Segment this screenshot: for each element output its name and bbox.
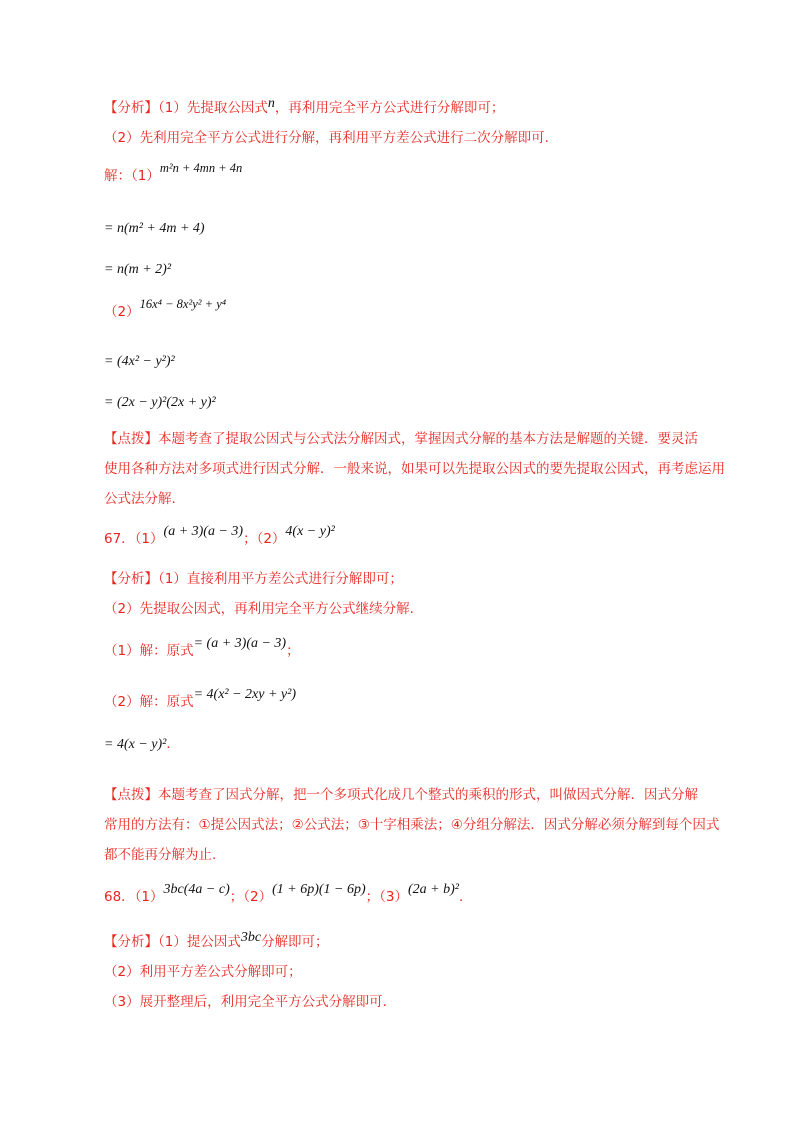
solution-67-2-step: = 4(x − y)²． — [104, 736, 180, 752]
math-step: = n(m + 2)² — [104, 262, 172, 277]
math-expression: = 4(x² − 2xy + y²) — [193, 687, 297, 702]
analysis-67-line2: （2）先提取公因式，再利用完全平方公式继续分解. — [104, 601, 414, 617]
note-66-line1: 【点拨】本题考查了提取公因式与公式法分解因式，掌握因式分解的基本方法是解题的关键．要灵活 — [104, 431, 698, 447]
note-tag: 【点拨】 — [104, 787, 158, 803]
analysis-tag: 【分析】 — [104, 934, 158, 950]
analysis-68-line3: （3）展开整理后，利用完全平方公式分解即可. — [104, 994, 387, 1010]
note-66-line3: 公式法分解. — [104, 491, 176, 507]
math-expression: 4(x − y)² — [285, 524, 335, 539]
math-step: = 4(x − y)² — [104, 737, 167, 752]
math-step: = (2x − y)²(2x + y)² — [104, 395, 216, 410]
note-tag: 【点拨】 — [104, 431, 158, 447]
answer-67: 67．（1）(a + 3)(a − 3)；（2）4(x − y)² — [104, 524, 335, 547]
question-number: 67． — [104, 531, 135, 547]
analysis-68-line2: （2）利用平方差公式分解即可； — [104, 964, 302, 980]
math-expression: (a + 3)(a − 3) — [163, 524, 244, 539]
math-step: = n(m² + 4m + 4) — [104, 221, 205, 236]
note-67-line2: 常用的方法有：①提公因式法；②公式法；③十字相乘法；④分组分解法．因式分解必须分解到每个因式 — [104, 817, 720, 833]
analysis-66-line2: （2）先利用完全平方公式进行分解，再利用平方差公式进行二次分解即可. — [104, 130, 549, 146]
answer-68: 68．（1）3bc(4a − c)；（2）(1 + 6p)(1 − 6p)；（3）(2a + b)²． — [104, 882, 473, 905]
math-var: 3bc — [240, 930, 262, 945]
math-step: = (4x² − y²)² — [104, 354, 175, 369]
analysis-tag: 【分析】 — [104, 100, 158, 116]
analysis-66-line1: 【分析】（1）先提取公因式n，再利用完全平方公式进行分解即可； — [104, 96, 505, 116]
math-var: n — [267, 96, 275, 111]
math-expression: m²n + 4mn + 4n — [159, 161, 243, 175]
solution-67-1: （1）解：原式= (a + 3)(a − 3)； — [104, 636, 300, 659]
math-expression: 16x⁴ − 8x²y² + y⁴ — [139, 297, 227, 311]
math-expression: 3bc(4a − c) — [163, 882, 230, 897]
note-66-line2: 使用各种方法对多项式进行因式分解．一般来说，如果可以先提取公因式的要先提取公因式，再考虑运用 — [104, 461, 725, 477]
note-67-line1: 【点拨】本题考查了因式分解，把一个多项式化成几个整式的乘积的形式，叫做因式分解．因式分解 — [104, 787, 698, 803]
analysis-67-line1: 【分析】（1）直接利用平方差公式进行分解即可； — [104, 571, 403, 587]
solution-66-1-label: 解：（1）m²n + 4mn + 4n — [104, 161, 243, 184]
math-expression: (2a + b)² — [407, 882, 459, 897]
math-expression: (1 + 6p)(1 − 6p) — [272, 882, 366, 897]
math-expression: = (a + 3)(a − 3) — [193, 636, 287, 651]
solution-67-2: （2）解：原式= 4(x² − 2xy + y²) — [104, 687, 297, 710]
solution-66-2-label: （2）16x⁴ − 8x²y² + y⁴ — [104, 297, 227, 320]
question-number: 68． — [104, 889, 135, 905]
analysis-68-line1: 【分析】（1）提公因式3bc分解即可； — [104, 930, 329, 950]
analysis-tag: 【分析】 — [104, 571, 158, 587]
note-67-line3: 都不能再分解为止. — [104, 847, 217, 863]
